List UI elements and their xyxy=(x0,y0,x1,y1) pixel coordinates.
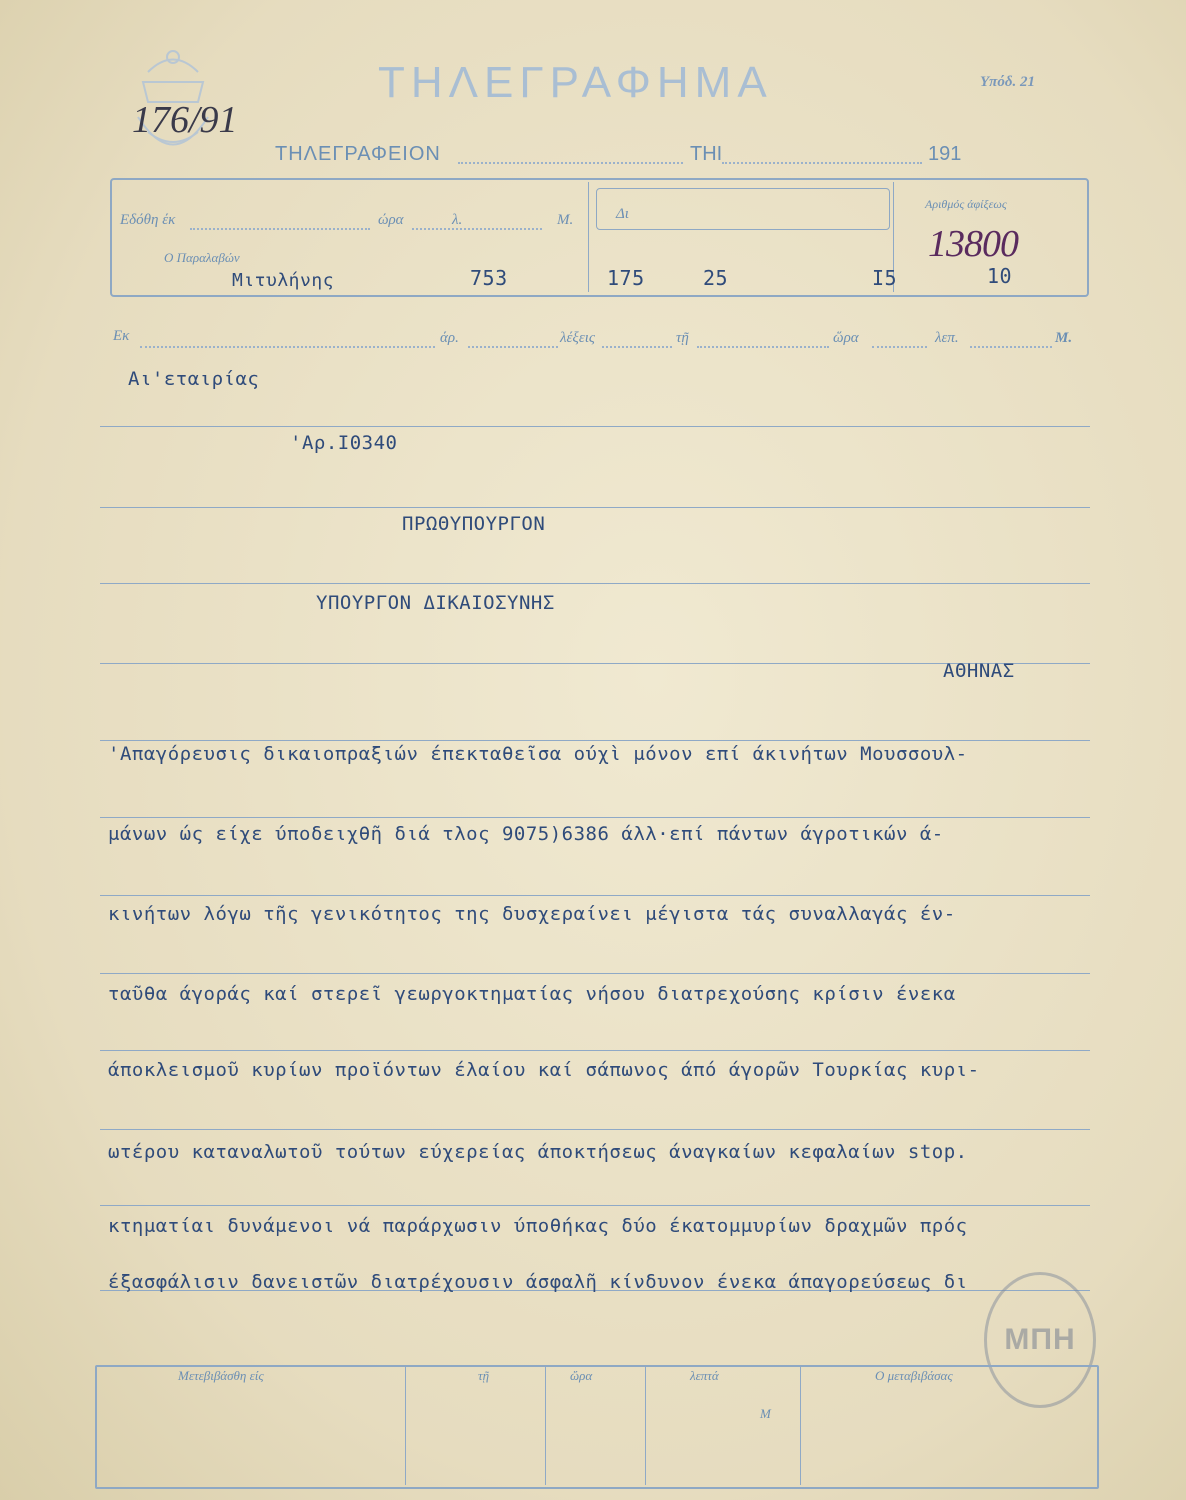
dispatch-box-divider-1 xyxy=(588,182,589,292)
footer-divider xyxy=(800,1367,801,1485)
day-label: τῇ xyxy=(676,330,689,346)
date-label: ΤΗΙ xyxy=(690,143,723,165)
number-dotted-line xyxy=(468,346,558,348)
message-line: μάνων ώς είχε ύποδειχθῆ διά τλος 9075)6386 άλλ·επί πάντων άγροτικών ά- xyxy=(108,823,944,845)
telegram-number: 753 xyxy=(470,266,508,290)
footer-divider xyxy=(545,1367,546,1485)
rule-line xyxy=(100,426,1090,427)
rule-line xyxy=(100,895,1090,896)
rule-line xyxy=(100,1129,1090,1130)
footer-divider xyxy=(645,1367,646,1485)
message-line: 'Απαγόρευσις δικαιοπραξιών έπεκταθεῖσα ούχὶ μόνον επί άκινήτων Μουσσουλ- xyxy=(108,743,968,765)
words-dotted-line xyxy=(602,346,672,348)
addressee-minister-justice: ΥΠΟΥΡΓΟΝ ΔΙΚΑΙΟΣΥΝΗΣ xyxy=(316,592,555,614)
rule-line xyxy=(100,817,1090,818)
service-line: Αι'εταιρίας xyxy=(128,368,260,390)
footer-m-label: Μ xyxy=(760,1406,771,1421)
minutes-dotted-line xyxy=(970,346,1052,348)
hour-value: I5 xyxy=(872,266,898,290)
day-dotted-line xyxy=(697,346,829,348)
form-code: Υπόδ. 21 xyxy=(980,74,1036,90)
transmitted-label: Μετεβιβάσθη είς xyxy=(178,1368,264,1383)
hour-label-2: ὥρα xyxy=(833,330,859,346)
message-line: ταῦθα άγοράς καί στερεῖ γεωργοκτηματίας νήσου διατρεχούσης κρίσιν ένεκα xyxy=(108,983,956,1005)
archive-stamp-text: ΜΠΗ xyxy=(1004,1323,1076,1356)
office-dotted-line xyxy=(458,162,683,164)
rule-line xyxy=(100,1050,1090,1051)
minute-value: 10 xyxy=(987,264,1013,288)
rule-line xyxy=(100,1205,1090,1206)
footer-minutes-label: λεπτά xyxy=(690,1368,719,1383)
telegram-title: ΤΗΛΕΓΡΑΦΗΜΑ xyxy=(378,58,773,107)
hour-dotted-line xyxy=(412,228,542,230)
hour-dotted-line-2 xyxy=(872,346,927,348)
rule-line xyxy=(100,973,1090,974)
m-label: Μ. xyxy=(557,212,574,228)
reference-number: 'Αρ.I0340 xyxy=(290,432,398,454)
from-dotted-line xyxy=(140,346,435,348)
number-label: άρ. xyxy=(440,330,459,346)
sent-label: Εδόθη έκ xyxy=(120,212,176,228)
message-line: ωτέρου καταναλωτοῦ τούτων εύχερείας άποκτήσεως άναγκαίων κεφαλαίων stop. xyxy=(108,1141,968,1163)
from-label: Εκ xyxy=(113,328,130,344)
a-label: Δι xyxy=(616,206,629,222)
message-line: κινήτων λόγω τῆς γενικότητος της δυσχεραίνει μέγιστα τάς συναλλαγάς έν- xyxy=(108,903,956,925)
sent-dotted-line xyxy=(190,228,370,230)
addressee-prime-minister: ΠΡΩΘΥΠΟΥΡΓΟΝ xyxy=(402,513,546,535)
footer-day-label: τῇ xyxy=(478,1368,490,1383)
date-dotted-line xyxy=(722,162,922,164)
office-label: ΤΗΛΕΓΡΑΦΕΙΟΝ xyxy=(275,143,441,165)
message-line: έξασφάλισιν δανειστῶν διατρέχουσιν άσφαλῆ κίνδυνον ένεκα άπαγορεύσεως δι xyxy=(108,1271,968,1293)
word-count: 175 xyxy=(607,266,645,290)
rule-line xyxy=(100,663,1090,664)
handwritten-reference: 176/91 xyxy=(132,99,238,141)
message-line: άποκλεισμοῦ κυρίων προϊόντων έλαίου καί σάπωνος άπό άγορῶν Τουρκίας κυρι- xyxy=(108,1059,980,1081)
hour-label: ώρα xyxy=(378,212,404,228)
message-line: κτηματίαι δυνάμενοι νά παράρχωσιν ύποθήκας δύο έκατομμυρίων δραχμῶν πρός xyxy=(108,1215,968,1237)
receiver-label: Ο Παραλαβών xyxy=(164,250,240,265)
minute-label: λ. xyxy=(452,212,463,228)
rule-line xyxy=(100,583,1090,584)
arrival-number: 13800 xyxy=(928,223,1018,265)
footer-divider xyxy=(405,1367,406,1485)
destination-city: ΑΘΗΝΑΣ xyxy=(943,660,1015,682)
rule-line xyxy=(100,740,1090,741)
arrival-label: Αριθμός άφίξεως xyxy=(925,197,1007,211)
year-label: 191 xyxy=(928,143,962,165)
footer-hour-label: ὥρα xyxy=(570,1368,593,1383)
day-value: 25 xyxy=(703,266,729,290)
rule-line xyxy=(100,507,1090,508)
m-label-2: Μ. xyxy=(1055,330,1073,346)
origin-office: Μιτυλήνης xyxy=(232,270,335,291)
minutes-label: λεπ. xyxy=(935,330,959,346)
dispatch-inner-box xyxy=(596,188,890,230)
words-label: λέξεις xyxy=(560,330,595,346)
sender-label: Ο μεταβιβάσας xyxy=(875,1368,953,1383)
